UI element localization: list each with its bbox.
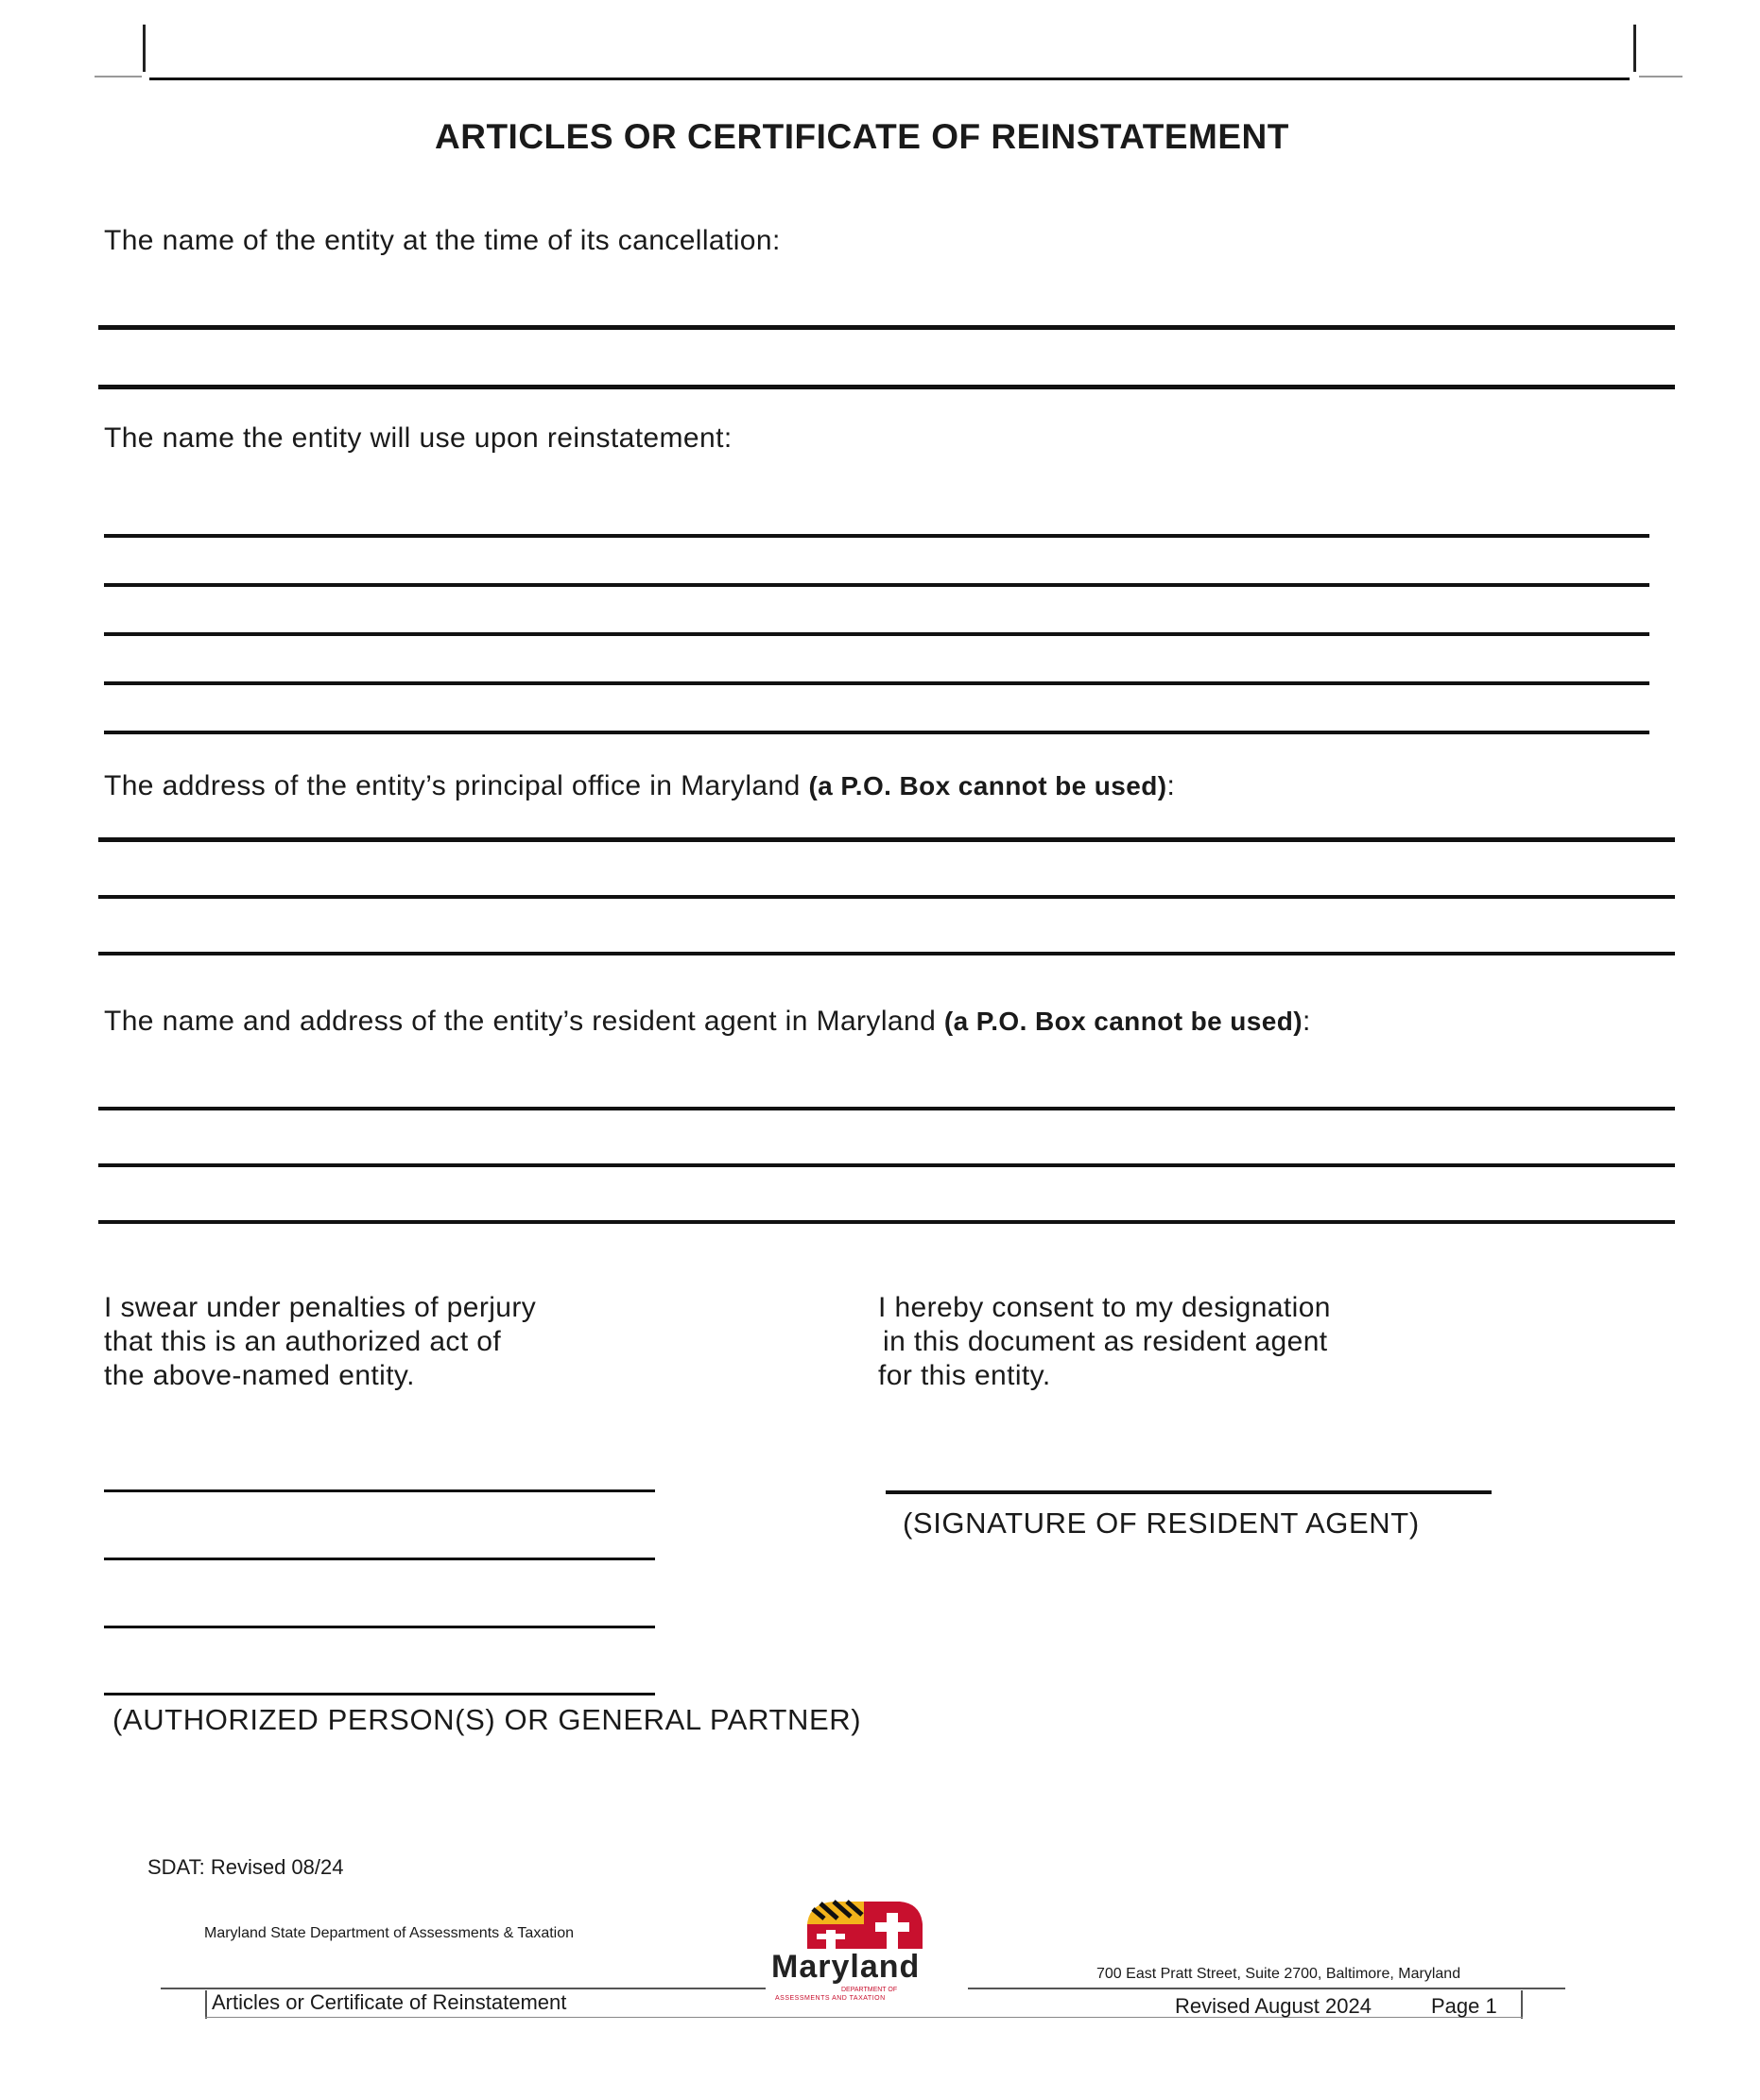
footer-address: 700 East Pratt Street, Suite 2700, Baltimore, Maryland xyxy=(1096,1966,1461,1982)
logo-subtitle-line-1: DEPARTMENT OF xyxy=(841,1987,898,1993)
perjury-statement-line-2: that this is an authorized act of xyxy=(104,1326,502,1357)
principal-office-line-1[interactable] xyxy=(98,837,1675,842)
reinstatement-name-line-1[interactable] xyxy=(104,534,1649,538)
cancellation-name-label: The name of the entity at the time of its cancellation: xyxy=(104,225,781,256)
authorized-signature-caption: (AUTHORIZED PERSON(S) OR GENERAL PARTNER) xyxy=(112,1703,862,1736)
reinstatement-name-line-2[interactable] xyxy=(104,583,1649,587)
resident-agent-label xyxy=(104,1006,1311,1038)
resident-agent-signature-caption: (SIGNATURE OF RESIDENT AGENT) xyxy=(903,1506,1420,1540)
authorized-signature-line-3[interactable] xyxy=(104,1626,655,1628)
crop-mark-top-left-vertical xyxy=(143,25,146,72)
logo-wordmark: Maryland xyxy=(771,1949,921,1985)
cancellation-name-line-2[interactable] xyxy=(98,385,1675,389)
consent-statement xyxy=(878,1291,1331,1393)
footer-right-tick xyxy=(1521,1990,1523,2019)
principal-office-label-text: The address of the entity’s principal office in Maryland xyxy=(104,770,801,801)
reinstatement-name-line-5[interactable] xyxy=(104,731,1649,734)
resident-agent-line-2[interactable] xyxy=(98,1163,1675,1167)
maryland-flag-icon xyxy=(768,1896,968,1953)
logo-subtitle-line-2: ASSESSMENTS AND TAXATION xyxy=(775,1995,886,2002)
resident-agent-signature-line[interactable] xyxy=(886,1490,1492,1494)
authorized-signature-line-4[interactable] xyxy=(104,1693,655,1695)
resident-agent-line-1[interactable] xyxy=(98,1107,1675,1110)
reinstatement-name-line-4[interactable] xyxy=(104,681,1649,685)
footer-revised: Revised August 2024 xyxy=(1175,1994,1372,2018)
maryland-sdat-logo xyxy=(768,1896,968,2005)
principal-office-line-2[interactable] xyxy=(98,895,1675,899)
consent-statement-line-1: I hereby consent to my designation xyxy=(878,1292,1331,1323)
footer-left-tick xyxy=(205,1990,207,2019)
resident-agent-colon: : xyxy=(1302,1006,1311,1037)
reinstatement-name-label: The name the entity will use upon reinstatement: xyxy=(104,422,733,454)
crop-mark-top-right-vertical xyxy=(1633,25,1636,72)
cancellation-name-line-1[interactable] xyxy=(98,325,1675,330)
perjury-statement xyxy=(104,1291,536,1393)
footer-page-number: Page 1 xyxy=(1431,1994,1497,2018)
resident-agent-line-3[interactable] xyxy=(98,1220,1675,1224)
principal-office-line-3[interactable] xyxy=(98,952,1675,955)
footer-form-name: Articles or Certificate of Reinstatement xyxy=(212,1990,567,2014)
crop-mark-top-left-horizontal xyxy=(95,76,142,77)
footer-rule-right xyxy=(968,1988,1565,1989)
principal-office-po-box-note: (a P.O. Box cannot be used) xyxy=(808,771,1167,800)
principal-office-colon: : xyxy=(1166,770,1176,801)
top-rule xyxy=(149,77,1630,80)
revision-code: SDAT: Revised 08/24 xyxy=(147,1855,344,1879)
page-title: ARTICLES OR CERTIFICATE OF REINSTATEMENT xyxy=(435,117,1289,156)
footer-rule-left xyxy=(161,1988,766,1989)
perjury-statement-line-1: I swear under penalties of perjury xyxy=(104,1292,537,1323)
consent-statement-line-2: in this document as resident agent xyxy=(883,1326,1328,1357)
perjury-statement-line-3: the above-named entity. xyxy=(104,1360,415,1391)
authorized-signature-line-1[interactable] xyxy=(104,1489,655,1492)
authorized-signature-line-2[interactable] xyxy=(104,1558,655,1560)
footer-department: Maryland State Department of Assessments & Taxation xyxy=(204,1925,575,1941)
resident-agent-po-box-note: (a P.O. Box cannot be used) xyxy=(943,1007,1303,1036)
consent-statement-line-3: for this entity. xyxy=(878,1360,1051,1391)
resident-agent-label-text: The name and address of the entity’s resident agent in Maryland xyxy=(104,1006,937,1037)
reinstatement-name-line-3[interactable] xyxy=(104,632,1649,636)
principal-office-label xyxy=(104,770,1175,802)
crop-mark-top-right-horizontal xyxy=(1639,76,1682,77)
